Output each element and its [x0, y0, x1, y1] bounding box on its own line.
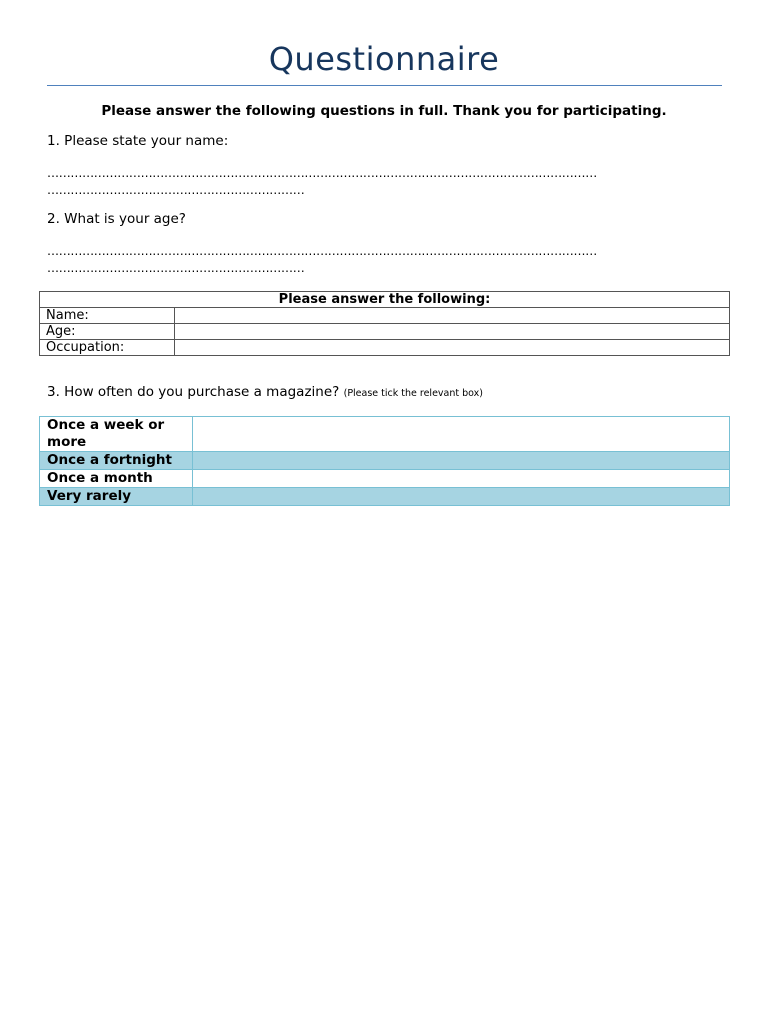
- question-2-label: 2. What is your age?: [47, 211, 186, 227]
- intro-text: Please answer the following questions in full. Thank you for participating.: [101, 103, 667, 119]
- frequency-row: [40, 452, 730, 470]
- info-value-occupation[interactable]: [175, 340, 730, 356]
- info-row-age: [40, 324, 730, 340]
- info-value-name[interactable]: [175, 308, 730, 324]
- frequency-tick-box[interactable]: [193, 488, 730, 506]
- question-3: [47, 384, 483, 400]
- question-1-answer-line-1[interactable]: ……………………………………………………………………………………………………………………………: [47, 166, 597, 180]
- info-value-age[interactable]: [175, 324, 730, 340]
- frequency-option-label: Once a month: [40, 470, 193, 488]
- info-label-occupation: Occupation:: [40, 340, 175, 356]
- question-2-answer-line-1[interactable]: ……………………………………………………………………………………………………………………………: [47, 244, 597, 258]
- question-1-label: 1. Please state your name:: [47, 133, 229, 149]
- frequency-row: [40, 470, 730, 488]
- frequency-tick-box[interactable]: [193, 417, 730, 452]
- info-label-age: Age:: [40, 324, 175, 340]
- question-3-label: 3. How often do you purchase a magazine?: [47, 384, 340, 400]
- frequency-tick-box[interactable]: [193, 470, 730, 488]
- question-1-answer-line-2[interactable]: …………………………………………………………: [47, 183, 305, 197]
- frequency-row: [40, 417, 730, 452]
- info-table-header-row: [40, 292, 730, 308]
- frequency-row: [40, 488, 730, 506]
- info-row-name: [40, 308, 730, 324]
- page-title: Questionnaire: [268, 40, 500, 78]
- frequency-option-label: Very rarely: [40, 488, 193, 506]
- info-row-occupation: [40, 340, 730, 356]
- frequency-option-label: Once a fortnight: [40, 452, 193, 470]
- question-3-note: (Please tick the relevant box): [343, 388, 483, 399]
- frequency-tick-box[interactable]: [193, 452, 730, 470]
- info-label-name: Name:: [40, 308, 175, 324]
- question-2-answer-line-2[interactable]: …………………………………………………………: [47, 261, 305, 275]
- frequency-option-label: Once a week or more: [40, 417, 193, 452]
- info-table-header: Please answer the following:: [40, 292, 730, 308]
- info-table: [39, 291, 730, 356]
- frequency-table: [39, 416, 730, 506]
- title-underline: [47, 85, 722, 86]
